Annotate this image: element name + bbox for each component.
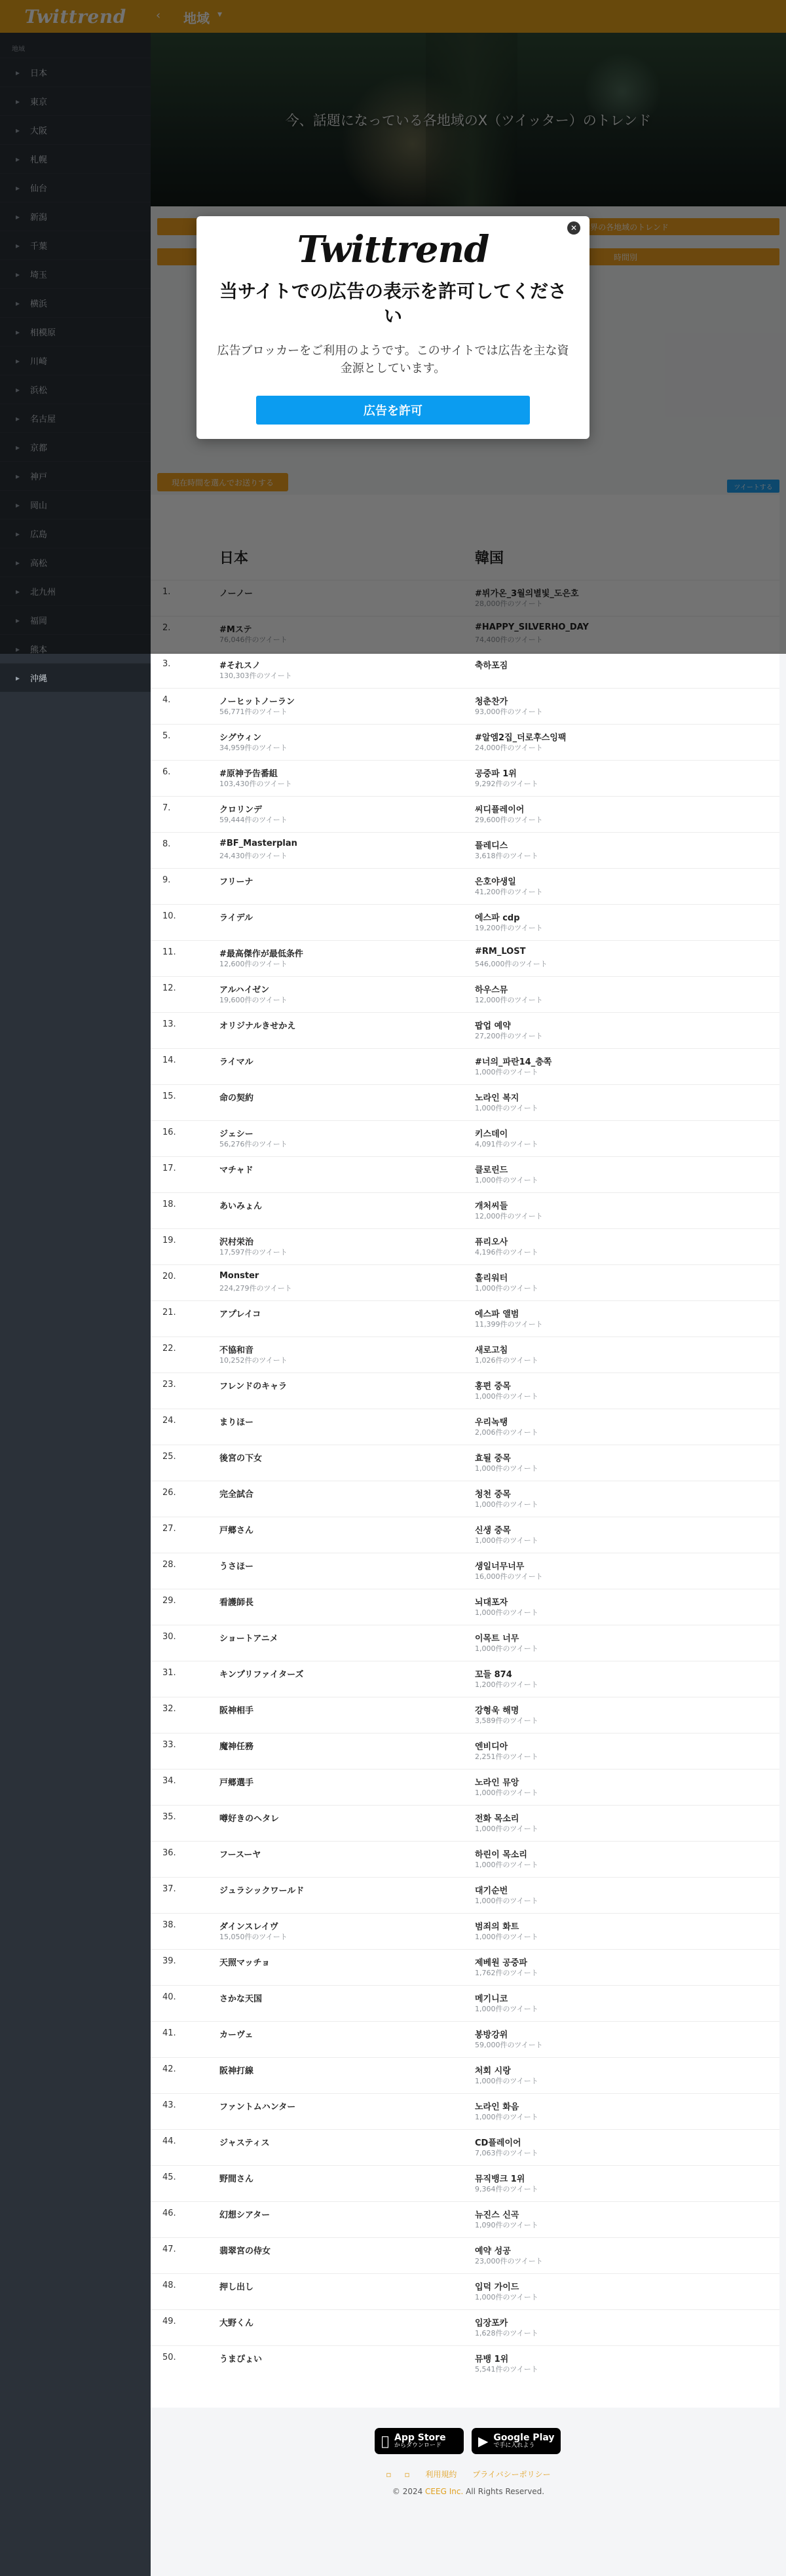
trend-link-korea[interactable]: 은호야생일 [475, 877, 516, 887]
tweet-count-korea: 1,000件のツイート [475, 2077, 538, 2085]
table-row [151, 1300, 779, 1336]
trend-link-japan[interactable]: #原神予告番組 [219, 769, 278, 779]
trend-link-korea[interactable]: 예약 성공 [475, 2246, 511, 2256]
trend-link-korea[interactable]: 하린이 목소리 [475, 1850, 527, 1860]
rank-number: 38. [162, 1920, 176, 1930]
tweet-count-korea: 2,251件のツイート [475, 1752, 538, 1761]
table-row [151, 1733, 779, 1769]
trend-link-japan[interactable]: ジュラシックワールド [219, 1886, 305, 1896]
allow-ads-button[interactable]: 広告を許可 [256, 396, 530, 425]
table-row [151, 2201, 779, 2237]
tweet-count-korea: 1,762件のツイート [475, 1969, 538, 1977]
trend-link-korea[interactable]: 제베원 공중파 [475, 1958, 527, 1968]
table-row [151, 1048, 779, 1084]
rank-number: 8. [162, 839, 171, 849]
tweet-count-korea: 9,292件のツイート [475, 780, 538, 788]
trend-link-japan[interactable]: 不協和音 [219, 1346, 254, 1355]
tweet-count-korea: 7,063件のツイート [475, 2149, 538, 2157]
trend-link-korea[interactable]: 퓨리오사 [475, 1238, 508, 1247]
trend-link-japan[interactable]: 大野くん [219, 2319, 254, 2328]
trend-link-japan[interactable]: 戸郷選手 [219, 1778, 254, 1788]
tweet-count-korea: 1,000件のツイート [475, 1392, 538, 1401]
rank-number: 43. [162, 2100, 176, 2110]
trend-link-japan[interactable]: フレンドのキャラ [219, 1382, 288, 1392]
terms-link[interactable]: 利用規約 [425, 2470, 457, 2479]
rank-number: 7. [162, 803, 171, 813]
trend-link-korea[interactable]: 꼬들 874 [475, 1670, 512, 1680]
tweet-count-korea: 24,000件のツイート [475, 744, 543, 752]
tweet-count-korea: 1,000件のツイート [475, 2113, 538, 2121]
table-row [151, 1336, 779, 1373]
rank-number: 37. [162, 1884, 176, 1894]
table-row [151, 1517, 779, 1553]
trend-link-korea[interactable]: 에스파 앨범 [475, 1310, 519, 1319]
rank-number: 15. [162, 1091, 176, 1101]
rank-number: 45. [162, 2172, 176, 2182]
tweet-count-japan: 12,600件のツイート [219, 960, 288, 968]
rank-number: 33. [162, 1740, 176, 1750]
table-row [151, 1012, 779, 1048]
trend-link-korea[interactable]: 하우스뮤 [475, 985, 508, 995]
rank-number: 49. [162, 2317, 176, 2326]
sidebar-item[interactable] [0, 663, 151, 692]
facebook-icon[interactable]: ▫ [404, 2470, 410, 2479]
rank-number: 21. [162, 1308, 176, 1317]
table-row [151, 688, 779, 724]
trend-link-japan[interactable]: 戸郷さん [219, 1526, 254, 1536]
trend-link-japan[interactable]: ライマル [219, 1057, 253, 1067]
trend-link-korea[interactable]: 메기니코 [475, 1994, 508, 2004]
sidebar-item-label: 沖縄 [30, 674, 48, 684]
trend-link-japan[interactable]: 命の契約 [219, 1093, 254, 1103]
rank-number: 46. [162, 2208, 176, 2218]
tweet-count-korea: 29,600件のツイート [475, 816, 543, 824]
trend-link-korea[interactable]: 뇌대포자 [475, 1598, 508, 1608]
trend-link-korea[interactable]: 노라인 복지 [475, 1093, 519, 1103]
trend-link-korea[interactable]: 새로고침 [475, 1346, 508, 1355]
app-store-badge[interactable] [375, 2428, 464, 2454]
rank-number: 14. [162, 1055, 176, 1065]
tweet-count-korea: 1,000件のツイート [475, 1644, 538, 1653]
trend-link-japan[interactable]: カーヴェ [219, 2030, 253, 2040]
table-row [151, 904, 779, 940]
trend-link-korea[interactable]: 홀리워터 [475, 1274, 508, 1283]
trend-link-korea[interactable]: 입덕 가이드 [475, 2282, 519, 2292]
tweet-count-korea: 1,000件のツイート [475, 1104, 538, 1112]
rank-number: 18. [162, 1200, 176, 1209]
trend-link-korea[interactable]: 플레디스 [475, 841, 508, 851]
apple-icon [381, 2433, 389, 2449]
rank-number: 10. [162, 911, 176, 921]
privacy-link[interactable]: プライバシーポリシー [472, 2470, 551, 2479]
rank-number: 42. [162, 2064, 176, 2074]
trend-link-korea[interactable]: 공중파 1위 [475, 769, 517, 779]
tweet-count-korea: 1,000件のツイート [475, 1933, 538, 1941]
table-row [151, 1697, 779, 1733]
tweet-count-japan: 10,252件のツイート [219, 1356, 288, 1365]
location-icon: ▸ [15, 673, 20, 683]
rank-number: 17. [162, 1164, 176, 1173]
tweet-count-korea: 1,000件のツイート [475, 1825, 538, 1833]
google-play-sub: で手に入れよう [493, 2442, 535, 2449]
rank-number: 6. [162, 767, 171, 777]
copyright-prefix: © 2024 [392, 2487, 426, 2496]
trend-link-korea[interactable]: 엔비디아 [475, 1742, 508, 1752]
tweet-count-korea: 12,000件のツイート [475, 996, 543, 1004]
footer-links [151, 2469, 786, 2480]
rank-number: 12. [162, 983, 176, 993]
rank-number: 40. [162, 1992, 176, 2002]
app-store-sub: からダウンロード [386, 2442, 434, 2449]
trend-link-korea[interactable]: 팝업 예약 [475, 1021, 511, 1031]
trend-link-japan[interactable]: 阪神相手 [219, 1706, 254, 1716]
table-row [151, 1553, 779, 1589]
trend-link-korea[interactable]: 청천 중목 [475, 1490, 511, 1500]
trend-link-japan[interactable]: ライデル [219, 913, 253, 923]
rank-number: 48. [162, 2281, 176, 2290]
trend-link-japan[interactable]: オリジナルきせかえ [219, 1021, 296, 1031]
rank-number: 22. [162, 1344, 176, 1354]
tweet-count-korea: 1,628件のツイート [475, 2329, 538, 2338]
trend-link-japan[interactable]: 押し出し [219, 2282, 254, 2292]
trend-link-korea[interactable]: 축하포짐 [475, 661, 508, 671]
trend-link-japan[interactable]: クロリンデ [219, 805, 263, 815]
trend-link-japan[interactable]: 魔神任務 [219, 1742, 254, 1752]
rank-number: 5. [162, 731, 171, 741]
trend-link-korea[interactable]: 홍편 중목 [475, 1382, 511, 1392]
trend-link-japan[interactable]: アルハイゼン [219, 985, 270, 995]
close-icon[interactable]: ✕ [567, 221, 580, 235]
table-row [151, 2345, 779, 2381]
trend-link-japan[interactable]: 後宮の下女 [219, 1454, 263, 1464]
tweet-count-korea: 1,000件のツイート [475, 1608, 538, 1617]
tweet-count-korea: 1,000件のツイート [475, 1500, 538, 1509]
trend-link-japan[interactable]: うまぴょい [219, 2355, 263, 2364]
modal-title: 当サイトでの広告の表示を許可してください [219, 280, 567, 327]
trend-link-japan[interactable]: ファントムハンター [219, 2102, 296, 2112]
table-row [151, 1156, 779, 1192]
table-row [151, 2057, 779, 2093]
tweet-count-japan: 103,430件のツイート [219, 780, 292, 788]
tweet-count-korea: 4,091件のツイート [475, 1140, 538, 1148]
tweet-count-korea: 1,000件のツイート [475, 1861, 538, 1869]
tweet-count-japan: 56,771件のツイート [219, 708, 288, 716]
tweet-count-korea: 1,090件のツイート [475, 2221, 538, 2229]
trend-link-japan[interactable]: ジェシー [219, 1129, 253, 1139]
tweet-count-korea: 1,000件のツイート [475, 2005, 538, 2013]
trend-link-japan[interactable]: 翡翠宮の侍女 [219, 2246, 271, 2256]
tweet-count-japan: 19,600件のツイート [219, 996, 288, 1004]
trend-link-japan[interactable]: フリーナ [219, 877, 253, 887]
trend-link-japan[interactable]: うさほー [219, 1562, 254, 1572]
tweet-count-korea: 41,200件のツイート [475, 888, 543, 896]
trend-link-korea[interactable]: 신생 중목 [475, 1526, 511, 1536]
rank-number: 3. [162, 659, 171, 669]
table-row [151, 1409, 779, 1445]
table-row [151, 2237, 779, 2273]
table-row [151, 1913, 779, 1949]
trend-link-japan[interactable]: 天照マッチョ [219, 1958, 271, 1968]
tweet-count-korea: 2,006件のツイート [475, 1428, 538, 1437]
modal-message: 広告ブロッカーをご利用のようです。このサイトでは広告を主な資金源としています。 [217, 344, 569, 375]
rank-number: 29. [162, 1596, 176, 1606]
table-row [151, 1084, 779, 1120]
trend-link-japan[interactable]: シグウィン [219, 733, 261, 743]
trend-link-korea[interactable]: 노라인 화음 [475, 2102, 519, 2112]
trend-link-korea[interactable]: 에스파 cdp [475, 913, 520, 923]
trend-link-japan[interactable]: まりほー [219, 1418, 254, 1428]
tweet-count-japan: 59,444件のツイート [219, 816, 288, 824]
trend-link-korea[interactable]: 뮤직뱅크 1위 [475, 2174, 525, 2184]
trend-link-korea[interactable]: 범죄의 화트 [475, 1922, 519, 1932]
google-play-badge[interactable] [472, 2428, 561, 2454]
trend-link-korea[interactable]: 처회 시랑 [475, 2066, 511, 2076]
trend-link-korea[interactable]: #RM_LOST [475, 947, 526, 957]
tweet-count-japan: 24,430件のツイート [219, 852, 288, 860]
rank-number: 4. [162, 695, 171, 705]
table-row [151, 1877, 779, 1913]
tweet-count-korea: 3,589件のツイート [475, 1716, 538, 1725]
tweet-count-japan: 224,279件のツイート [219, 1284, 292, 1293]
table-row [151, 2273, 779, 2309]
rank-number: 25. [162, 1452, 176, 1462]
table-row [151, 1949, 779, 1985]
rank-number: 13. [162, 1019, 176, 1029]
rank-number: 41. [162, 2028, 176, 2038]
tweet-count-japan: 130,303件のツイート [219, 672, 292, 680]
rank-number: 32. [162, 1704, 176, 1714]
table-row [151, 2021, 779, 2057]
rank-number: 44. [162, 2136, 176, 2146]
tweet-count-korea: 59,000件のツイート [475, 2041, 543, 2049]
rank-number: 26. [162, 1488, 176, 1498]
rank-number: 31. [162, 1668, 176, 1678]
trend-link-korea[interactable]: 클로린드 [475, 1165, 508, 1175]
table-row [151, 868, 779, 904]
trend-link-korea[interactable]: 뮤뱅 1위 [475, 2355, 509, 2364]
trend-link-korea[interactable]: 효될 중목 [475, 1454, 511, 1464]
tweet-count-korea: 1,026件のツイート [475, 1356, 538, 1365]
footer [151, 2417, 786, 2576]
table-row [151, 652, 779, 688]
tweet-count-korea: 546,000件のツイート [475, 960, 548, 968]
trend-link-japan[interactable]: 噂好きのヘタレ [219, 1814, 280, 1824]
trend-link-japan[interactable]: 野間さん [219, 2174, 254, 2184]
trend-link-korea[interactable]: 뉴진스 신곡 [475, 2210, 519, 2220]
table-row [151, 1589, 779, 1625]
play-icon: ▶ [478, 2433, 489, 2449]
trend-link-japan[interactable]: 阪神打線 [219, 2066, 254, 2076]
table-row [151, 760, 779, 796]
copyright [151, 2487, 786, 2496]
rank-number: 23. [162, 1380, 176, 1390]
trend-link-korea[interactable]: CD플레이어 [475, 2138, 521, 2148]
table-row [151, 1481, 779, 1517]
trend-link-japan[interactable]: フースーヤ [219, 1850, 261, 1860]
trend-link-japan[interactable]: #BF_Masterplan [219, 839, 297, 848]
rank-number: 9. [162, 875, 171, 885]
table-row [151, 1769, 779, 1805]
trend-link-korea[interactable]: 우리녹탱 [475, 1418, 508, 1428]
tweet-count-korea: 1,000件のツイート [475, 1789, 538, 1797]
tweet-count-korea: 9,364件のツイート [475, 2185, 538, 2193]
trend-link-korea[interactable]: 봉방강위 [475, 2030, 508, 2040]
trend-link-japan[interactable]: ショートアニメ [219, 1634, 278, 1644]
trend-link-japan[interactable]: 看護師長 [219, 1598, 254, 1608]
table-row [151, 1985, 779, 2021]
trend-link-korea[interactable]: 씨디플레이어 [475, 805, 525, 815]
trend-link-korea[interactable]: 이목트 너무 [475, 1634, 519, 1644]
table-row [151, 724, 779, 760]
trend-link-korea[interactable]: 강형욱 해명 [475, 1706, 519, 1716]
trend-link-korea[interactable]: 대기순번 [475, 1886, 508, 1896]
trend-link-japan[interactable]: 沢村栄治 [219, 1238, 254, 1247]
trend-link-japan[interactable]: 完全試合 [219, 1490, 254, 1500]
company-link[interactable]: CEEG Inc. [425, 2487, 464, 2496]
table-row [151, 1264, 779, 1300]
rank-number: 19. [162, 1236, 176, 1245]
tweet-count-korea: 93,000件のツイート [475, 708, 543, 716]
trend-link-korea[interactable]: 키스데이 [475, 1129, 508, 1139]
modal-logo: Twittrend [297, 228, 489, 271]
tweet-count-korea: 12,000件のツイート [475, 1212, 543, 1221]
trend-link-japan[interactable]: さかな天国 [219, 1994, 263, 2004]
trend-link-korea[interactable]: 청춘찬가 [475, 697, 508, 707]
table-row [151, 1841, 779, 1877]
rank-number: 16. [162, 1127, 176, 1137]
rank-number: 50. [162, 2353, 176, 2362]
table-row [151, 2093, 779, 2129]
rank-number: 36. [162, 1848, 176, 1858]
tweet-count-korea: 27,200件のツイート [475, 1032, 543, 1040]
table-row [151, 1661, 779, 1697]
table-row [151, 1445, 779, 1481]
table-row [151, 2165, 779, 2201]
table-row [151, 796, 779, 832]
trend-link-korea[interactable]: #알엠2집_더로후스잉팩 [475, 733, 567, 743]
tweet-count-japan: 34,959件のツイート [219, 744, 288, 752]
trend-link-korea[interactable]: #너의_파란14_층쪽 [475, 1057, 552, 1067]
trend-link-japan[interactable]: #それスノ [219, 661, 261, 671]
table-row [151, 832, 779, 868]
table-row [151, 2129, 779, 2165]
tweet-count-korea: 19,200件のツイート [475, 924, 543, 932]
table-row [151, 1805, 779, 1841]
tweet-count-korea: 4,196件のツイート [475, 1248, 538, 1257]
rank-number: 20. [162, 1272, 176, 1281]
trend-link-japan[interactable]: アプレイコ [219, 1310, 261, 1319]
table-row [151, 2309, 779, 2345]
tweet-count-korea: 3,618件のツイート [475, 852, 538, 860]
rank-number: 35. [162, 1812, 176, 1822]
trend-link-korea[interactable]: 개처씨들 [475, 1202, 508, 1211]
trend-link-japan[interactable]: ジャスティス [219, 2138, 270, 2148]
tweet-count-korea: 23,000件のツイート [475, 2257, 543, 2265]
tweet-count-korea: 5,541件のツイート [475, 2365, 538, 2374]
trend-link-korea[interactable]: 노라인 뮤앙 [475, 1778, 519, 1788]
rank-number: 27. [162, 1524, 176, 1534]
trend-link-japan[interactable]: ダインスレイヴ [219, 1922, 278, 1932]
table-row [151, 1625, 779, 1661]
tweet-count-korea: 1,000件のツイート [475, 1068, 538, 1076]
rank-number: 30. [162, 1632, 176, 1642]
trend-link-korea[interactable]: 전화 목소리 [475, 1814, 519, 1824]
google-play-label: Google Play [493, 2432, 555, 2443]
trend-link-japan[interactable]: Monster [219, 1271, 259, 1281]
tweet-count-korea: 16,000件のツイート [475, 1572, 543, 1581]
tweet-count-japan: 56,276件のツイート [219, 1140, 288, 1148]
table-row [151, 976, 779, 1012]
trend-link-japan[interactable]: キンプリファイターズ [219, 1670, 304, 1680]
rank-number: 24. [162, 1416, 176, 1426]
trend-link-korea[interactable]: 생일너무너무 [475, 1562, 525, 1572]
x-icon[interactable]: ▫ [386, 2470, 392, 2479]
adblock-modal [196, 216, 590, 439]
trend-link-japan[interactable]: 幻想シアター [219, 2210, 271, 2220]
tweet-count-korea: 1,000件のツイート [475, 2293, 538, 2301]
tweet-count-korea: 1,000件のツイート [475, 1284, 538, 1293]
tweet-count-korea: 11,399件のツイート [475, 1320, 543, 1329]
trend-link-japan[interactable]: #最高傑作が最低条件 [219, 949, 303, 959]
tweet-count-korea: 1,000件のツイート [475, 1897, 538, 1905]
app-store-label: App Store [386, 2432, 438, 2443]
table-row [151, 940, 779, 976]
tweet-count-korea: 1,000件のツイート [475, 1176, 538, 1184]
table-row [151, 1120, 779, 1156]
tweet-count-japan: 15,050件のツイート [219, 1933, 288, 1941]
trend-link-korea[interactable]: 입장포카 [475, 2319, 508, 2328]
trend-link-japan[interactable]: ノーヒットノーラン [219, 697, 295, 707]
table-row [151, 1192, 779, 1228]
rank-number: 39. [162, 1956, 176, 1966]
tweet-count-korea: 1,000件のツイート [475, 1536, 538, 1545]
copyright-suffix: All Rights Reserved. [463, 2487, 545, 2496]
table-row [151, 1228, 779, 1264]
rank-number: 11. [162, 947, 176, 957]
rank-number: 28. [162, 1560, 176, 1570]
rank-number: 34. [162, 1776, 176, 1786]
table-row [151, 1373, 779, 1409]
tweet-count-korea: 1,000件のツイート [475, 1464, 538, 1473]
trend-link-japan[interactable]: あいみょん [219, 1202, 263, 1211]
rank-number: 47. [162, 2245, 176, 2254]
tweet-count-japan: 17,597件のツイート [219, 1248, 288, 1257]
tweet-count-korea: 1,200件のツイート [475, 1680, 538, 1689]
trend-link-japan[interactable]: マチャド [219, 1165, 253, 1175]
